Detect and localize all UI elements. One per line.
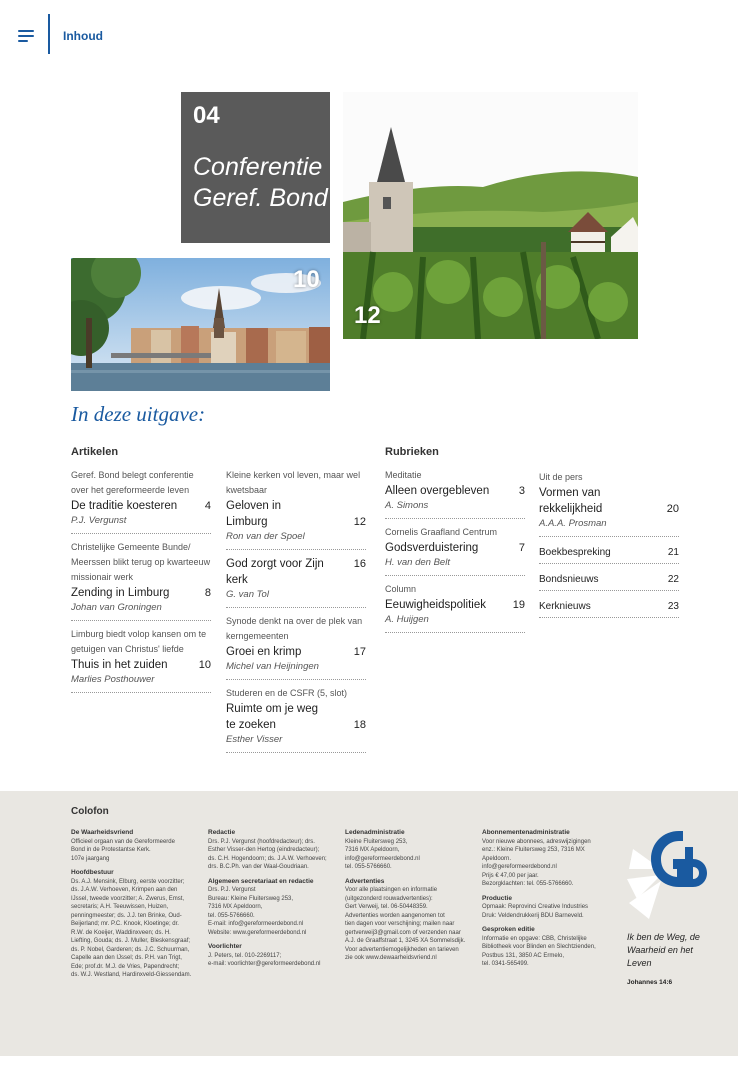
- colophon-text: Kleine Fluitersweg 253, 7316 MX Apeldoorn, info@gereformeerdebond.nl tel. 055-5766660.: [345, 838, 420, 870]
- feature-title: Conferentie Geref. Bond: [193, 153, 328, 212]
- toc-item[interactable]: [226, 556, 366, 608]
- articles-column-2: [226, 468, 366, 753]
- colophon-heading: Voorlichter: [208, 943, 242, 950]
- toc-kicker: Meditatie: [385, 470, 422, 480]
- toc-title: Geloven in Limburg: [226, 500, 281, 528]
- colophon-column: [345, 829, 477, 969]
- toc-kicker: Cornelis Graafland Centrum: [385, 527, 498, 537]
- toc-kicker: Column: [385, 584, 417, 594]
- toc-page: 7: [518, 542, 525, 554]
- articles-heading: Artikelen: [71, 446, 119, 458]
- toc-page: 20: [666, 503, 679, 515]
- page-title[interactable]: Inhoud: [63, 29, 103, 43]
- toc-title: Bondsnieuws: [539, 574, 599, 585]
- toc-page: 17: [353, 646, 366, 658]
- colophon-text: Opmaak: Reprovinci Creative Industries Druk: Veldendrukkerij BDU Barneveld.: [482, 904, 589, 919]
- colophon-column: [71, 829, 203, 986]
- photo-page-number: 12: [354, 302, 381, 329]
- menu-icon[interactable]: [18, 30, 34, 42]
- colophon-text: Ds. A.J. Mensink, Elburg, eerste voorzitter; ds. J.A.W. Verhoeven, Krimpen aan den IJssel, tweede voorzitter; A. Zwerus, Emst, secretaris; A.H. Teeuwissen, Huizen, penningmeester; ds. J.J. ten Brinke, Oud- Beijerland; mr. P.C. Knook, Kloetinge; dr. R.W. de Koeijer, Waddinxveen; ds. H. Liefting, Gouda; ds. J. Muller, Bleskensgraaf; ds. P. Nobel, Garderen; ds. J.C. Schuurman, Capelle aan den IJssel; ds. P.H. van Trigt, Ede; prof.dr. M.J. de Vries, Papendrecht; ds. W.J. Westland, Hardinxveld-Giessendam.: [71, 878, 192, 978]
- toc-title: Eeuwigheidspolitiek: [385, 599, 487, 611]
- colophon-heading: Advertenties: [345, 877, 385, 885]
- toc-item[interactable]: [71, 540, 211, 621]
- toc-author: A. Simons: [385, 500, 429, 511]
- colophon-text: Officieel orgaan van de Gereformeerde Bond in de Protestantse Kerk. 107e jaargang: [71, 838, 175, 862]
- church-vineyard-photo[interactable]: [343, 92, 638, 339]
- toc-page: 4: [204, 500, 211, 512]
- colophon-text: Voor alle plaatsingen en informatie (uitgezonderd rouwadvertenties): Gert Verweij, tel. 06-50448359. Advertenties worden aangenomen tot tien dagen voor verschijning; mailen naar gertverweij3@gmail.com of verzenden naar A.J. de Graaffstraat 1, 3245 XA Sommelsdijk. Voor advertentiemogelijkheden en tarieven zie ook www.dewaarheidsvriend.nl: [345, 887, 466, 961]
- colophon-title: Colofon: [71, 806, 109, 817]
- colophon-heading: Gesproken editie: [482, 926, 535, 933]
- toc-item[interactable]: [71, 468, 211, 534]
- toc-item[interactable]: [539, 547, 679, 564]
- feature-box[interactable]: [181, 92, 330, 243]
- colophon-heading: Redactie: [208, 829, 236, 836]
- toc-kicker: Synode denkt na over de plek van kerngemeenten: [226, 616, 363, 641]
- toc-author: Esther Visser: [226, 734, 283, 745]
- rubrieken-column-2: [539, 470, 679, 618]
- rubrieken-heading: Rubrieken: [385, 446, 439, 458]
- colophon-column: [208, 829, 340, 975]
- toc-title: Kerknieuws: [539, 601, 591, 612]
- gb-logo-icon: [627, 829, 707, 921]
- articles-column-1: [71, 468, 211, 693]
- town-river-photo[interactable]: [71, 258, 330, 391]
- toc-title: Alleen overgebleven: [385, 485, 490, 497]
- toc-author: Michel van Heijningen: [226, 661, 319, 672]
- toc-title: Godsverduistering: [385, 542, 479, 554]
- colophon-heading: Algemeen secretariaat en redactie: [208, 877, 314, 885]
- photo-page-number: 10: [293, 266, 320, 293]
- toc-title: Thuis in het zuiden: [71, 659, 168, 671]
- colophon-heading: Productie: [482, 894, 512, 902]
- colophon-text: Drs. P.J. Vergunst (hoofdredacteur); drs. Esther Visser-den Hertog (eindredacteur); ds. C.H. Hogendoorn; ds. J.A.W. Verhoeven; drs. B.C.Ph. van der Waal-Goudriaan.: [208, 838, 327, 870]
- toc-item[interactable]: [385, 525, 525, 576]
- toc-kicker: Christelijke Gemeente Bunde/ Meerssen blikt terug op kwarteeuw missionair werk: [71, 542, 211, 582]
- rubrieken-column-1: [385, 468, 525, 633]
- toc-author: H. van den Belt: [385, 557, 450, 568]
- toc-author: A.A.A. Prosman: [539, 518, 607, 529]
- toc-author: Johan van Groningen: [71, 602, 162, 613]
- toc-page: 10: [198, 659, 211, 671]
- toc-item[interactable]: [385, 582, 525, 633]
- slogan: Ik ben de Weg, de Waarheid en het Leven: [627, 932, 700, 968]
- header-divider: [48, 14, 50, 54]
- toc-page: 16: [353, 558, 366, 570]
- toc-page: 18: [353, 719, 366, 731]
- toc-item[interactable]: [385, 468, 525, 519]
- toc-kicker: Geref. Bond belegt conferentie over het gereformeerde leven: [71, 470, 194, 495]
- colophon-text: J. Peters, tel. 010-2269117; e-mail: voorlichter@gereformeerdebond.nl: [208, 952, 321, 967]
- colophon-heading: Ledenadministratie: [345, 829, 405, 836]
- toc-kicker: Uit de pers: [539, 472, 583, 482]
- issue-heading: In deze uitgave:: [71, 402, 206, 426]
- toc-item[interactable]: [71, 627, 211, 693]
- toc-page: 22: [667, 574, 679, 585]
- toc-title: God zorgt voor Zijn kerk: [226, 558, 324, 586]
- toc-author: Ron van der Spoel: [226, 531, 305, 542]
- toc-kicker: Limburg biedt volop kansen om te getuigen van Christus' liefde: [71, 629, 207, 654]
- toc-item[interactable]: [539, 601, 679, 618]
- toc-page: 21: [667, 547, 679, 558]
- toc-title: Boekbespreking: [539, 547, 611, 558]
- toc-author: Marlies Posthouwer: [71, 674, 155, 685]
- toc-item[interactable]: [226, 686, 366, 753]
- toc-kicker: Kleine kerken vol leven, maar wel kwetsbaar: [226, 470, 361, 495]
- slogan-reference: Johannes 14:6: [627, 979, 673, 986]
- toc-title: Groei en krimp: [226, 646, 302, 658]
- toc-page: 23: [667, 601, 679, 612]
- toc-title: Ruimte om je weg te zoeken: [226, 703, 319, 731]
- colophon-heading: De Waarheidsvriend: [71, 829, 134, 836]
- colophon: [0, 791, 738, 1056]
- toc-page: 12: [353, 516, 366, 528]
- colophon-heading: Hoofdbestuur: [71, 869, 114, 876]
- toc-title: Zending in Limburg: [71, 587, 170, 599]
- colophon-column: [482, 829, 614, 975]
- toc-kicker: Studeren en de CSFR (5, slot): [226, 688, 348, 698]
- toc-item[interactable]: [226, 468, 366, 550]
- toc-title: Vormen van rekkelijkheid: [539, 487, 603, 515]
- toc-author: A. Huijgen: [385, 614, 429, 625]
- toc-author: P.J. Vergunst: [71, 515, 127, 526]
- toc-page: 3: [518, 485, 525, 497]
- colophon-text: Drs. P.J. Vergunst Bureau: Kleine Fluitersweg 253, 7316 MX Apeldoorn, tel. 055-5766660. E-mail: info@gereformeerdebond.nl Website: www.gereformeerdebond.nl: [208, 887, 307, 936]
- toc-item[interactable]: [539, 470, 679, 537]
- feature-page-number: 04: [193, 102, 220, 129]
- toc-page: 8: [204, 587, 211, 599]
- colophon-heading: Abonnementenadministratie: [482, 829, 570, 836]
- colophon-text: Voor nieuwe abonnees, adreswijzigingen enz.: Kleine Fluitersweg 253, 7316 MX Apeldoorn. info@gereformeerdebond.nl Prijs € 47,00 per jaar. Bezorgklachten: tel. 055-5766660.: [482, 838, 591, 887]
- toc-author: G. van Tol: [226, 589, 269, 600]
- toc-item[interactable]: [226, 614, 366, 680]
- colophon-text: Informatie en opgave: CBB, Christelijke Bibliotheek voor Blinden en Slechtzienden, Postbus 131, 3850 AC Ermelo, tel. 0341-565499.: [482, 935, 596, 967]
- toc-page: 19: [512, 599, 525, 611]
- toc-item[interactable]: [539, 574, 679, 591]
- toc-title: De traditie koesteren: [71, 500, 178, 512]
